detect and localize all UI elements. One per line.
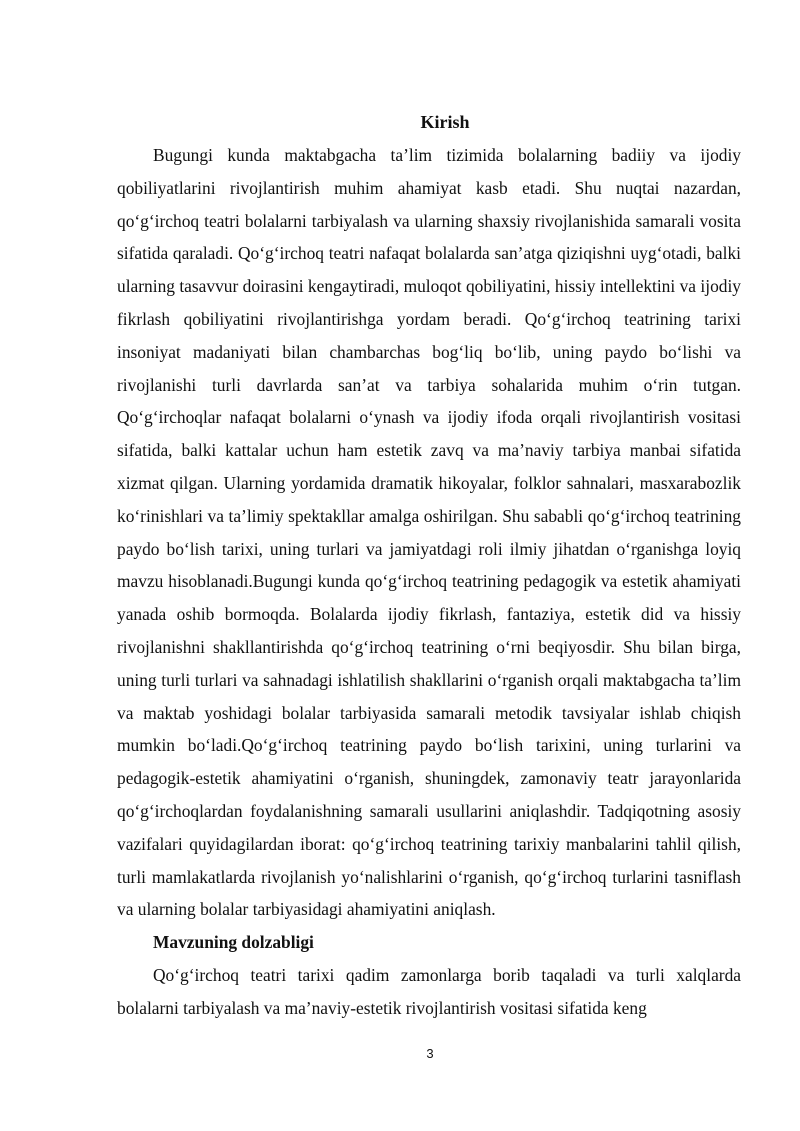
- page-title: Kirish: [420, 112, 470, 132]
- page-number: 3: [426, 1046, 434, 1061]
- relevance-paragraph: Qo‘g‘irchoq teatri tarixi qadim zamonlarga borib taqaladi va turli xalqlarda bolalarni tarbiyalash va ma’naviy-estetik rivojlantirish vositasi sifatida keng: [117, 964, 741, 1018]
- intro-paragraph: Bugungi kunda maktabgacha ta’lim tizimida bolalarning badiiy va ijodiy qobiliyatlarini rivojlantirish muhim ahamiyat kasb etadi. Shu nuqtai nazardan, qo‘g‘irchoq teatri bolalarni tarbiyalash va ularning shaxsiy rivojlanishida samarali vosita sifatida qaraladi. Qo‘g‘irchoq teatri nafaqat bolalarda san’atga qiziqishni uyg‘otadi, balki ularning tasavvur doirasini kengaytiradi, muloqot qobiliyatini, hissiy intellektini va ijodiy fikrlash qobiliyatini rivojlantirishga yordam beradi. Qo‘g‘irchoq teatrining tarixi insoniyat madaniyati bilan chambarchas bog‘liq bo‘lib, uning paydo bo‘lishi va rivojlanishi turli davrlarda san’at va tarbiya sohalarida muhim o‘rin tutgan. Qo‘g‘irchoqlar nafaqat bolalarni o‘ynash va ijodiy ifoda orqali rivojlantirish vositasi sifatida, balki kattalar uchun ham estetik zavq va ma’naviy tarbiya manbai sifatida xizmat qilgan. Ularning yordamida dramatik hikoyalar, folklor sahnalari, masxarabozlik ko‘rinishlari va ta’limiy spektakllar amalga oshirilgan. Shu sababli qo‘g‘irchoq teatrining paydo bo‘lish tarixi, uning turlari va jamiyatdagi roli ilmiy jihatdan o‘rganishga loyiq mavzu hisoblanadi.Bugungi kunda qo‘g‘irchoq teatrining pedagogik va estetik ahamiyati yanada oshib bormoqda. Bolalarda ijodiy fikrlash, fantaziya, estetik did va hissiy rivojlanishni shakllantirishda qo‘g‘irchoq teatrining o‘rni beqiyosdir. Shu bilan birga, uning turli turlari va sahnadagi ishlatilish shakllarini o‘rganish orqali maktabgacha ta’lim va maktab yoshidagi bolalar tarbiyasida samarali metodik tavsiyalar ishlab chiqish mumkin bo‘ladi.Qo‘g‘irchoq teatrining paydo bo‘lish tarixini, uning turlarini va pedagogik-estetik ahamiyatini o‘rganish, shuningdek, zamonaviy teatr jarayonlarida qo‘g‘irchoqlardan foydalanishning samarali usullarini aniqlashdir. Tadqiqotning asosiy vazifalari quyidagilardan iborat: qo‘g‘irchoq teatrining tarixiy manbalarini tahlil qilish, turli mamlakatlarda rivojlanish yo‘nalishlarini o‘rganish, qo‘g‘irchoq turlarini tasniflash va ularning bolalar tarbiyasidagi ahamiyatini aniqlash.: [117, 145, 741, 920]
- document-body: [117, 139, 741, 1025]
- section-subheading: Mavzuning dolzabligi: [153, 932, 314, 953]
